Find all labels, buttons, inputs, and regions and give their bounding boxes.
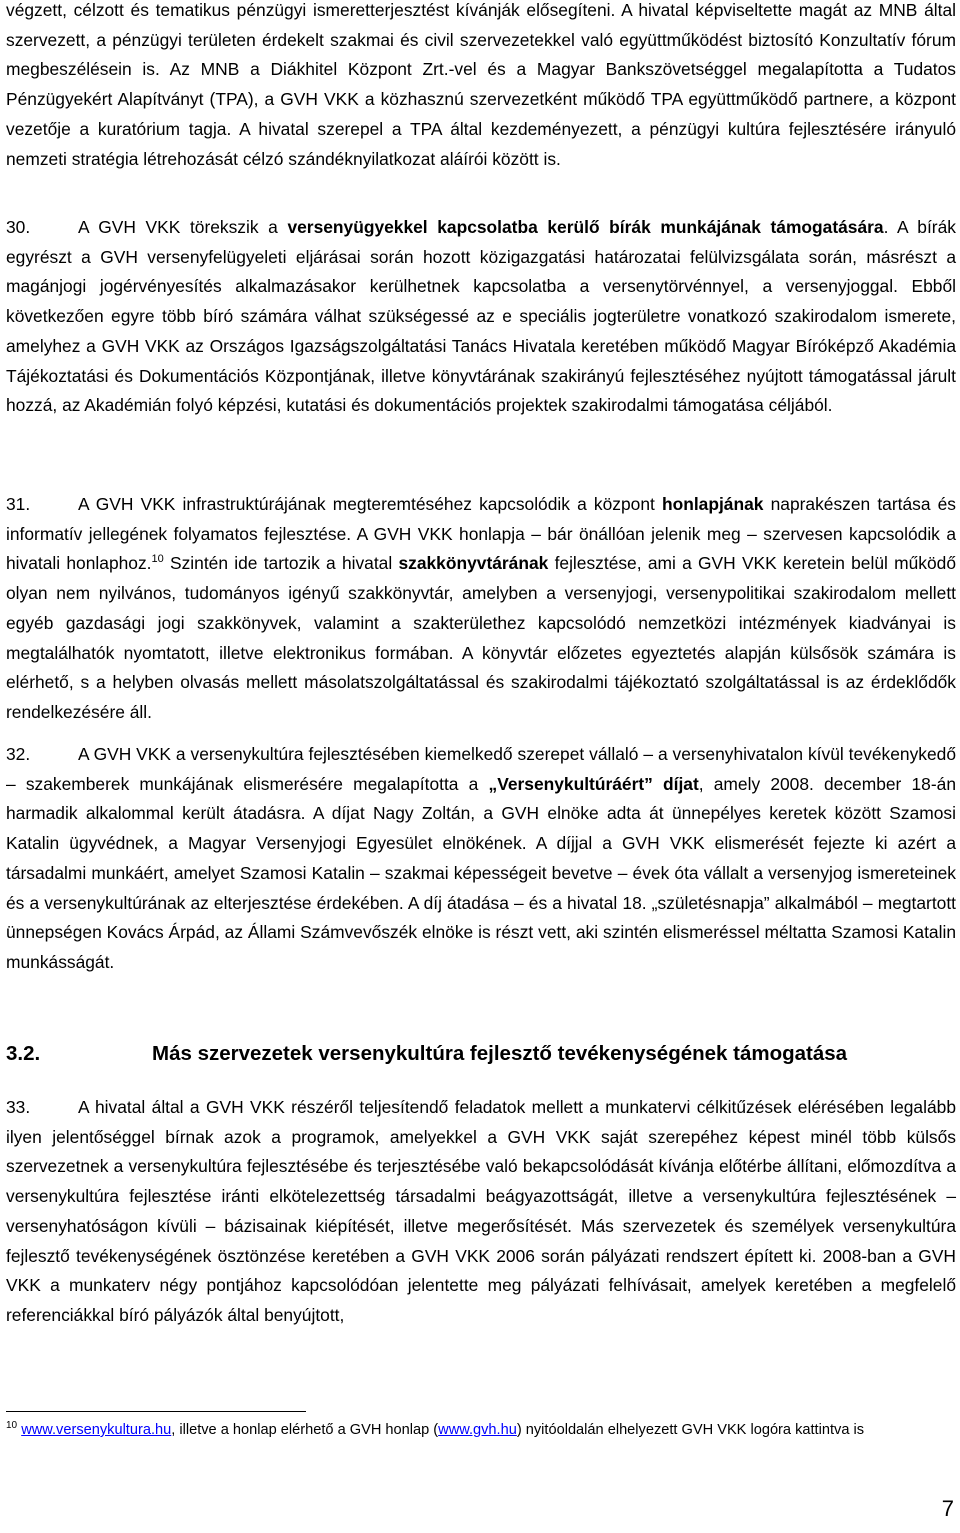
footnote-number: 10	[6, 1420, 18, 1431]
bold-phrase: versenyügyekkel kapcsolatba kerülő bírák munkájának támogatására	[287, 217, 884, 237]
footnote-divider	[6, 1411, 306, 1412]
link-gvh[interactable]: www.gvh.hu	[438, 1422, 517, 1438]
paragraph-text: , amely 2008. december 18-án harmadik alkalommal került átadásra. A díjat Nagy Zoltán, a GVH elnöke adta át ünnepélyes keretek között Szamosi Katalin ügyvédnek, a Magyar Versenyjogi Egyesület elnökének. A díjjal a GVH VKK elismerését fejezte ki azért a társadalmi munkáért, amelyet Szamosi Katalin – szakmai képességeit bevetve – évek óta vállalt a versenyjog ismereteinek és a versenykultúrának az elterjesztése érdekében. A díj átadása – és a hivatal 18. „születésnapja” alkalmából – megtartott ünnepségen Kovács Árpád, az Állami Számvevőszék elnöke is részt vett, aki szintén elismeréssel méltatta Szamosi Katalin munkásságát.	[6, 773, 956, 972]
paragraph-text: végzett, célzott és tematikus pénzügyi ismeretterjesztést kívánják elősegíteni. A hivatal képviseltette magát az MNB által szervezett, a pénzügyi területen érdekelt szakmai és civil szervezetekkel való együttműködést biztosító Konzultatív fórum megbeszélésein is. Az MNB a Diákhitel Központ Zrt.-vel és a Magyar Bankszövetséggel megalapította a Tudatos Pénzügyekért Alapítványt (TPA), a GVH VKK a közhasznú szervezetként működő TPA együttműködő partnere, a központ vezetője a kuratórium tagja. A hivatal szerepel a TPA által kezdeményezett, a pénzügyi kultúra fejlesztésére irányuló nemzeti stratégia létrehozását célzó szándéknyilatkozat aláírói között is.	[6, 0, 956, 169]
paragraph-text: A GVH VKK a versenykultúra fejlesztésében kiemelkedő szerepet vállaló – a versenyhivatalon kívül tevékenykedő – szakemberek munkájának elismerésére megalapította a	[6, 744, 956, 794]
paragraph-number: 31.	[6, 494, 31, 514]
footnote-text: ) nyitóoldalán elhelyezett GVH VKK logóra kattintva is	[516, 1422, 865, 1438]
footnote	[6, 1420, 956, 1440]
paragraph-text: naprakészen tartása és informatív jellegének folyamatos fejlesztése. A GVH VKK honlapja – bár önállóan jelenik meg – szervesen kapcsolódik a hivatali honlaphoz.	[6, 494, 956, 574]
paragraph-number: 30.	[6, 217, 31, 237]
paragraph-text: A GVH VKK infrastruktúrájának megteremtéséhez kapcsolódik a központ	[78, 494, 662, 514]
footnote-text: , illetve a honlap elérhető a GVH honlap (	[171, 1422, 439, 1438]
footnote-reference[interactable]: 10	[151, 553, 164, 566]
paragraph-text: Szintén ide tartozik a hivatal	[163, 553, 399, 574]
bold-phrase: honlapjának	[661, 494, 764, 514]
bold-phrase: „Versenykultúráért” díjat	[488, 773, 699, 794]
section-heading	[6, 1039, 956, 1069]
link-versenykultura[interactable]: www.versenykultura.hu	[21, 1422, 172, 1438]
paragraph-31	[6, 490, 956, 728]
paragraph-text: A hivatal által a GVH VKK részéről teljesítendő feladatok mellett a munkatervi célkitűzések elérésében legalább ilyen jelentőséggel bírnak azok a programok, amelyekkel a GVH VKK saját szerepéhez képest minél több külsős szervezetnek a versenykultúra fejlesztésébe és terjesztésébe való bekapcsolódását kívánja előtérbe állítani, előmozdítva a versenykultúra fejlesztése iránti elkötelezettség társadalmi beágyazottságát, illetve a versenykultúra fejlesztésének – versenyhatóságon kívüli – bázisainak kiépítését, illetve megerősítését. Más szervezetek és személyek versenykultúra fejlesztő tevékenységének ösztönzése keretében a GVH VKK 2006 során pályázati rendszert épített ki. 2008-ban a GVH VKK a munkaterv négy pontjához kapcsolódóan jelentette meg pályázati felhívásait, amelyek keretében a megfelelő referenciákkal bíró pályázók által benyújtott,	[6, 1097, 956, 1325]
paragraph-text: fejlesztése, ami a GVH VKK keretein belül működő olyan nem nyilvános, tudományos igényű szakkönyvtár, amelyben a versenyjogi, versenypolitikai szakirodalom mellett egyéb gazdasági jogi szakkönyvek, valamint a szakterülethez kapcsolódó nemzetközi intézmények kiadványai is megtalálhatók nyomtatott, illetve elektronikus formában. A könyvtár előzetes egyeztetés alapján külsősök számára is elérhető, s a helyben olvasás mellett másolatszolgáltatással és szakirodalmi tájékoztató szolgáltatással is az érdeklődők rendelkezésére áll.	[6, 553, 956, 722]
paragraph-number: 33.	[6, 1097, 31, 1117]
page-number: 7	[941, 1496, 954, 1521]
section-title: Más szervezetek versenykultúra fejlesztő tevékenységének támogatása	[152, 1042, 848, 1065]
paragraph-30	[6, 213, 956, 421]
paragraph-continued	[6, 0, 956, 174]
bold-phrase: szakkönyvtárának	[398, 553, 549, 574]
section-number: 3.2.	[6, 1042, 41, 1065]
paragraph-32	[6, 740, 956, 978]
paragraph-text: A GVH VKK törekszik a	[78, 217, 288, 237]
paragraph-text: . A bírák egyrészt a GVH versenyfelügyeleti eljárásai során hozott közigazgatási határozatai felülvizsgálata során, másrészt a magánjogi jogérvényesítés alkalmazásakor kerülhetnek kapcsolatba a versenytörvénnyel, a versenyjoggal. Ebből következően egyre több bíró számára válhat szükségessé az e speciális jogterületre vonatkozó szakirodalom ismerete, amelyhez a GVH VKK az Országos Igazságszolgáltatási Tanács Hivatala keretében működő Magyar Bíróképző Akadémia Tájékoztatási és Dokumentációs Központjának, illetve könyvtárának szakirányú fejlesztéséhez nyújtott támogatással járult hozzá, az Akadémián folyó képzési, kutatási és dokumentációs projektek szakirodalmi támogatása céljából.	[6, 217, 956, 416]
paragraph-number: 32.	[6, 744, 31, 764]
paragraph-33	[6, 1093, 956, 1331]
